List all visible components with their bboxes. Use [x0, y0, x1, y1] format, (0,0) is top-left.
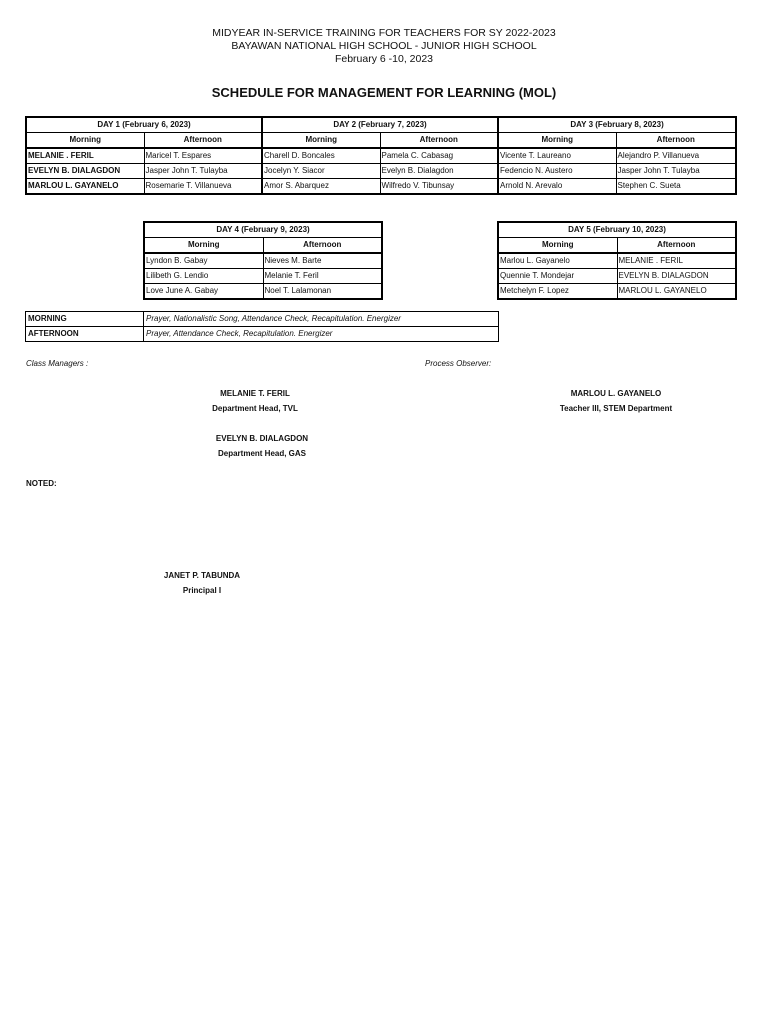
day-5-title: DAY 5 (February 10, 2023)	[498, 222, 736, 238]
signatory-manager-1	[155, 386, 355, 416]
table-cell: Vicente T. Laureano	[498, 148, 616, 164]
table-cell: Rosemarie T. Villanueva	[144, 179, 262, 195]
afternoon-header: Afternoon	[144, 133, 262, 149]
table-row	[26, 133, 736, 149]
table-row	[26, 179, 736, 195]
day-2-title: DAY 2 (February 7, 2023)	[262, 117, 498, 133]
morning-header: Morning	[26, 133, 144, 149]
table-cell: Arnold N. Arevalo	[498, 179, 616, 195]
table-row	[26, 164, 736, 179]
table-cell: Lilibeth G. Lendio	[144, 269, 263, 284]
table-cell: Melanie T. Feril	[263, 269, 382, 284]
table-cell: Metchelyn F. Lopez	[498, 284, 617, 300]
noted-label: NOTED:	[26, 479, 57, 488]
schedule-table-day-5	[497, 221, 737, 300]
table-cell: Marlou L. Gayanelo	[498, 253, 617, 269]
header-block	[0, 27, 768, 66]
table-row	[144, 253, 382, 269]
table-cell: Stephen C. Sueta	[616, 179, 736, 195]
signatory-position: Teacher III, STEM Department	[559, 404, 673, 413]
table-cell: Wilfredo V. Tibunsay	[380, 179, 498, 195]
table-cell: EVELYN B. DIALAGDON	[617, 269, 736, 284]
table-cell: MARLOU L. GAYANELO	[26, 179, 144, 195]
table-cell: Jocelyn Y. Siacor	[262, 164, 380, 179]
signatory-position: Department Head, GAS	[217, 449, 307, 458]
signatory-position: Principal I	[182, 586, 222, 595]
legend-label-morning: MORNING	[26, 312, 144, 327]
table-cell: Noel T. Lalamonan	[263, 284, 382, 300]
header-line-1: MIDYEAR IN-SERVICE TRAINING FOR TEACHERS FOR SY 2022-2023	[212, 27, 556, 39]
afternoon-header: Afternoon	[263, 238, 382, 254]
table-cell: MELANIE . FERIL	[26, 148, 144, 164]
signatory-principal	[102, 568, 302, 598]
table-cell: Fedencio N. Austero	[498, 164, 616, 179]
day-3-title: DAY 3 (February 8, 2023)	[498, 117, 736, 133]
table-cell: Pamela C. Cabasag	[380, 148, 498, 164]
morning-header: Morning	[144, 238, 263, 254]
table-cell: Amor S. Abarquez	[262, 179, 380, 195]
table-row	[144, 222, 382, 238]
signatory-name: EVELYN B. DIALAGDON	[215, 434, 309, 443]
class-managers-label: Class Managers :	[26, 359, 89, 368]
signatory-observer	[516, 386, 716, 416]
legend-value-morning: Prayer, Nationalistic Song, Attendance Check, Recapitulation. Energizer	[144, 312, 499, 327]
table-cell: Jasper John T. Tulayba	[144, 164, 262, 179]
day-4-title: DAY 4 (February 9, 2023)	[144, 222, 382, 238]
morning-header: Morning	[498, 238, 617, 254]
table-row	[498, 222, 736, 238]
table-cell: Jasper John T. Tulayba	[616, 164, 736, 179]
table-row	[26, 327, 499, 342]
table-row	[498, 269, 736, 284]
legend-value-afternoon: Prayer, Attendance Check, Recapitulation. Energizer	[144, 327, 499, 342]
table-row	[26, 148, 736, 164]
page-title: SCHEDULE FOR MANAGEMENT FOR LEARNING (MOL)	[211, 85, 557, 100]
header-line-2: BAYAWAN NATIONAL HIGH SCHOOL - JUNIOR HIGH SCHOOL	[231, 40, 537, 52]
signatory-manager-2	[162, 431, 362, 461]
table-row	[498, 253, 736, 269]
signatory-position: Department Head, TVL	[212, 404, 298, 413]
signatory-name: MARLOU L. GAYANELO	[570, 389, 662, 398]
signatory-name: MELANIE T. FERIL	[220, 389, 290, 398]
legend-label-afternoon: AFTERNOON	[26, 327, 144, 342]
process-observer-label: Process Observer:	[425, 359, 492, 368]
table-row	[26, 312, 499, 327]
table-cell: MELANIE . FERIL	[617, 253, 736, 269]
table-cell: Love June A. Gabay	[144, 284, 263, 300]
table-cell: Charell D. Boncales	[262, 148, 380, 164]
table-cell: EVELYN B. DIALAGDON	[26, 164, 144, 179]
day-1-title: DAY 1 (February 6, 2023)	[26, 117, 262, 133]
table-row	[26, 117, 736, 133]
activity-legend-table	[25, 311, 499, 342]
morning-header: Morning	[262, 133, 380, 149]
table-cell: Lyndon B. Gabay	[144, 253, 263, 269]
table-cell: Quennie T. Mondejar	[498, 269, 617, 284]
header-line-3: February 6 -10, 2023	[334, 53, 434, 65]
table-row	[144, 269, 382, 284]
morning-header: Morning	[498, 133, 616, 149]
table-cell: Nieves M. Barte	[263, 253, 382, 269]
afternoon-header: Afternoon	[616, 133, 736, 149]
schedule-table-day-4	[143, 221, 383, 300]
schedule-table-days-1-3	[25, 116, 737, 195]
table-row	[498, 238, 736, 254]
table-cell: Maricel T. Espares	[144, 148, 262, 164]
afternoon-header: Afternoon	[380, 133, 498, 149]
table-row	[144, 238, 382, 254]
afternoon-header: Afternoon	[617, 238, 736, 254]
table-row	[498, 284, 736, 300]
table-cell: Evelyn B. Dialagdon	[380, 164, 498, 179]
table-cell: MARLOU L. GAYANELO	[617, 284, 736, 300]
table-row	[144, 284, 382, 300]
signatory-name: JANET P. TABUNDA	[163, 571, 241, 580]
table-cell: Alejandro P. Villanueva	[616, 148, 736, 164]
